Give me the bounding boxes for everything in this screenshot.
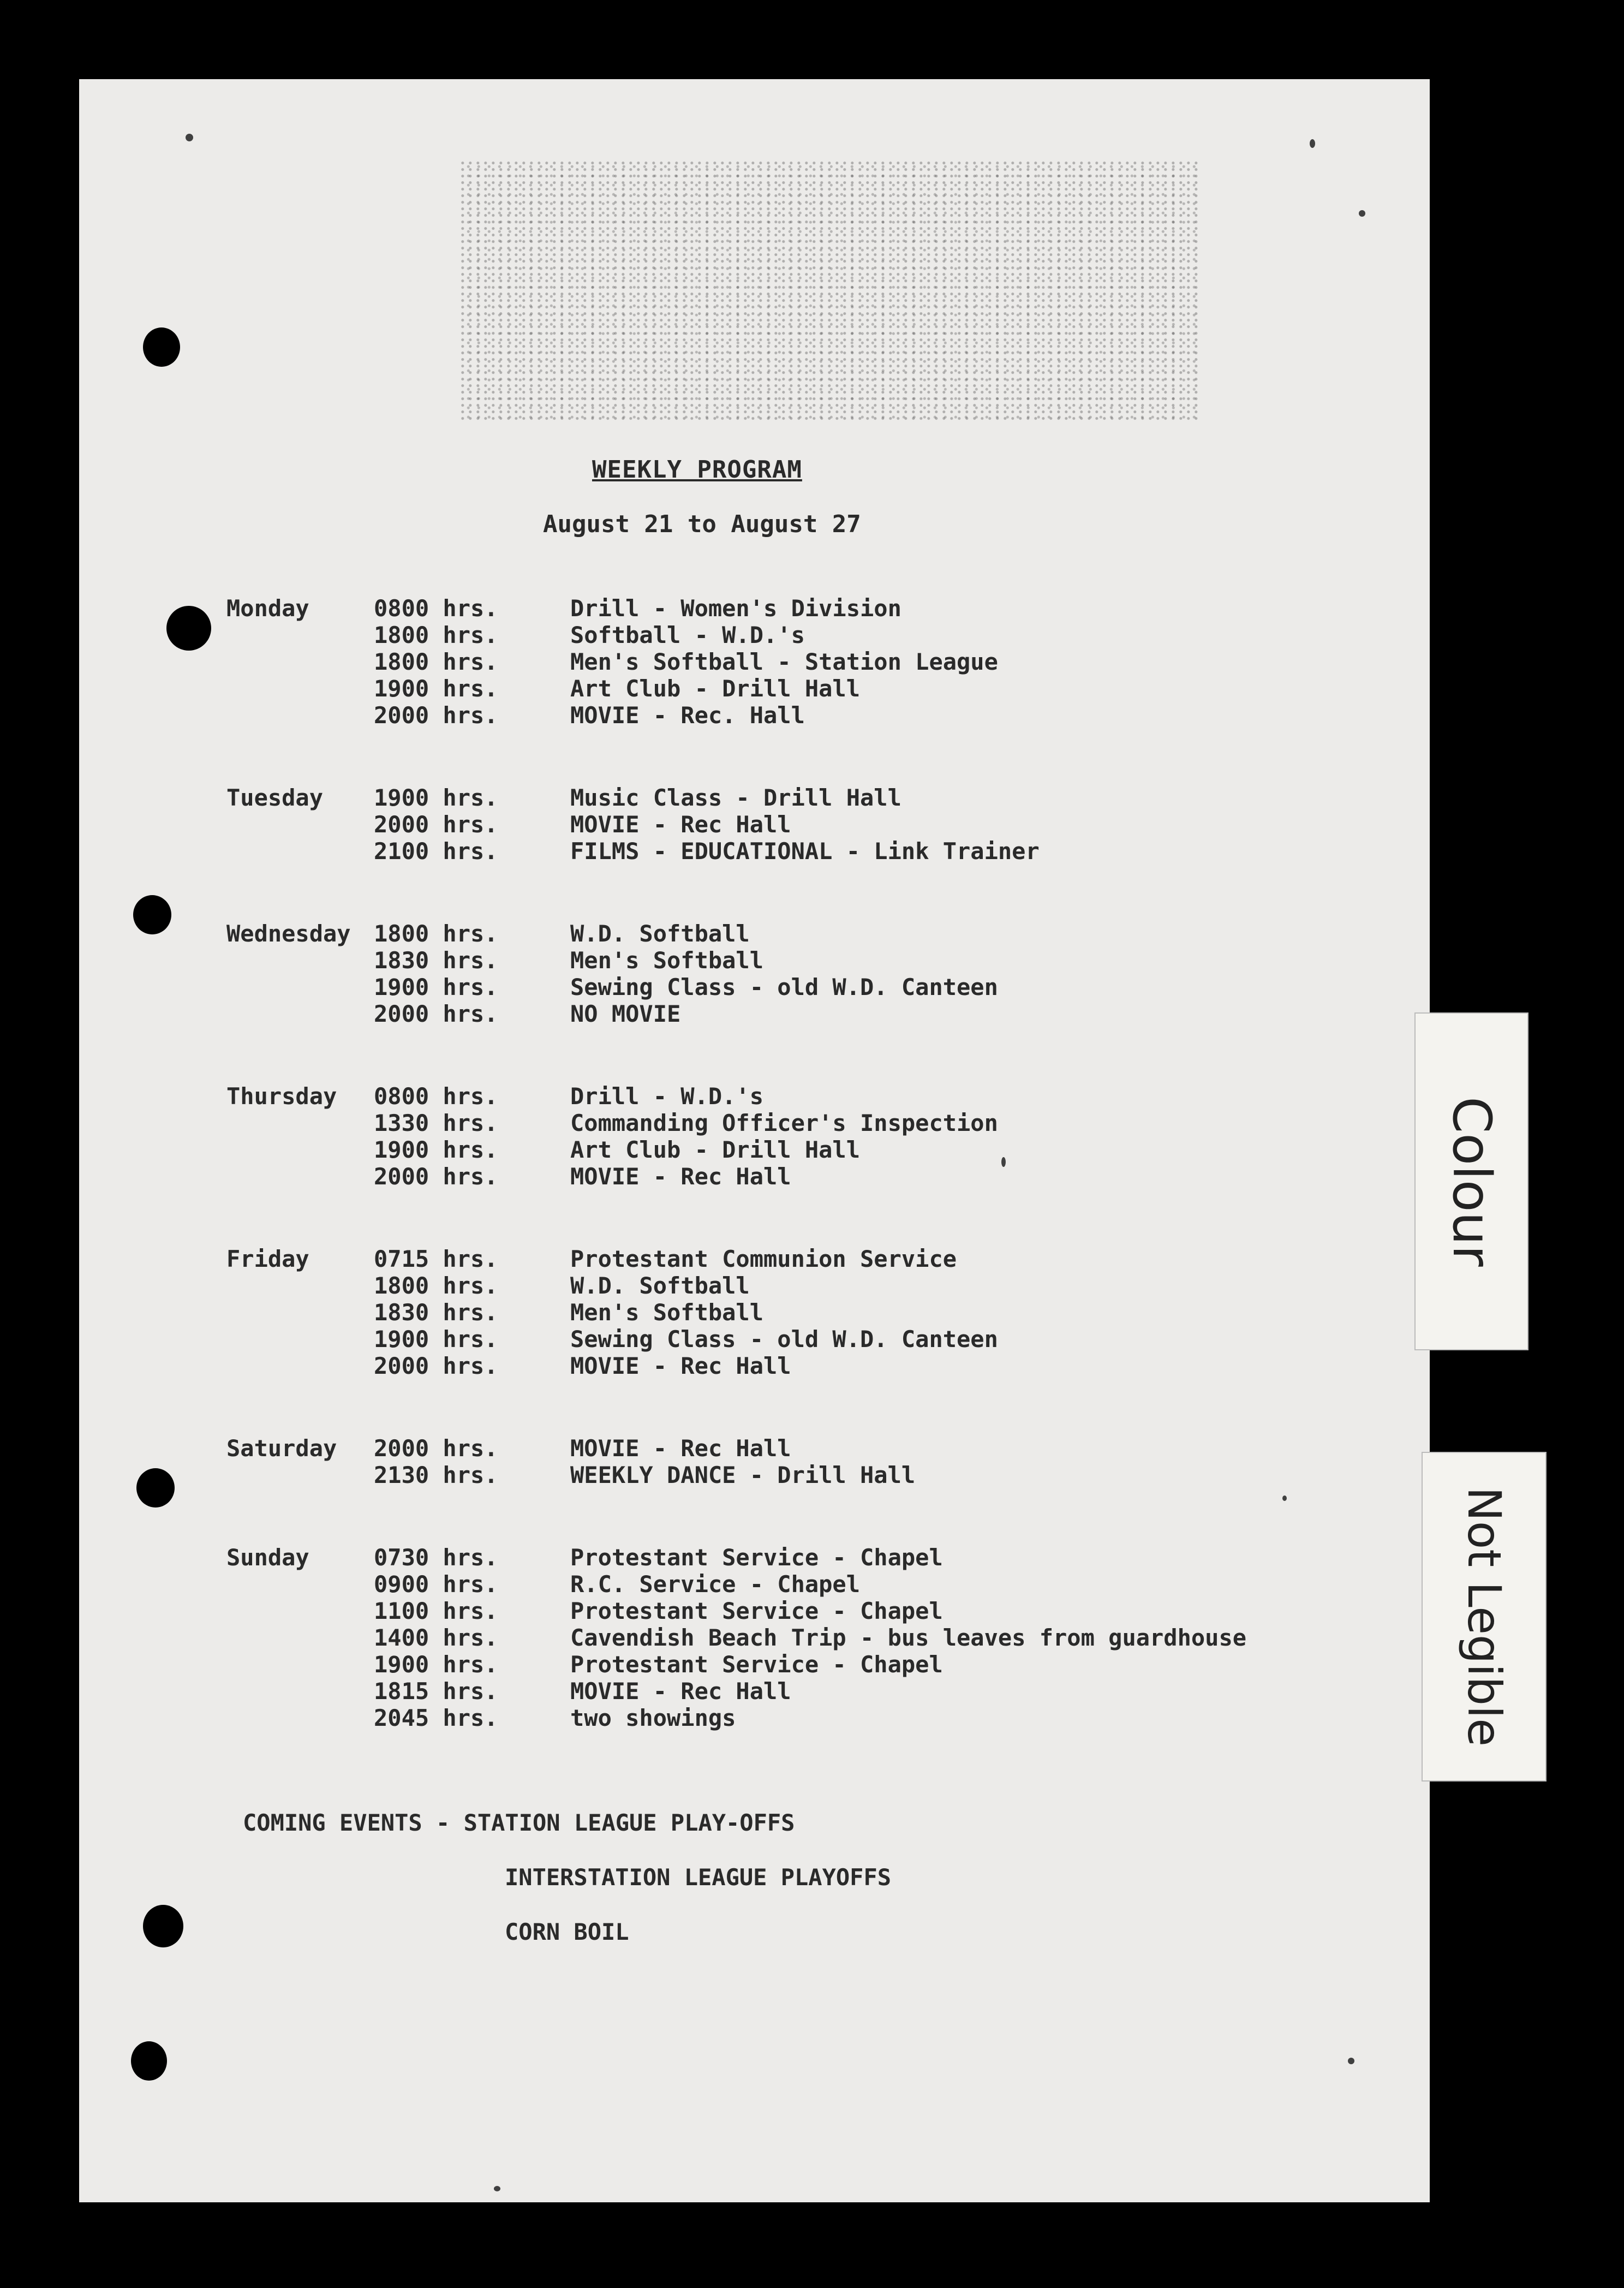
coming-event-item: CORN BOIL <box>505 1918 629 1945</box>
schedule-row <box>226 811 1246 838</box>
schedule-row <box>226 675 1246 702</box>
time: 1830 hrs. <box>374 1299 498 1326</box>
event: Sewing Class - old W.D. Canteen <box>570 1326 998 1352</box>
event: Men's Softball <box>570 1299 764 1326</box>
time: 1100 hrs. <box>374 1598 498 1624</box>
schedule-row <box>226 1246 1246 1272</box>
event: MOVIE - Rec Hall <box>570 1435 791 1462</box>
bleed-through-texture <box>461 161 1198 423</box>
event: Protestant Service - Chapel <box>570 1651 943 1678</box>
time: 2000 hrs. <box>374 702 498 729</box>
schedule-row <box>226 1544 1246 1571</box>
time: 1900 hrs. <box>374 784 498 811</box>
day-label: Wednesday <box>226 920 351 947</box>
event: W.D. Softball <box>570 1272 750 1299</box>
time: 0715 hrs. <box>374 1246 498 1272</box>
coming-event-item: INTERSTATION LEAGUE PLAYOFFS <box>505 1864 892 1891</box>
schedule-row <box>226 838 1246 865</box>
time: 2000 hrs. <box>374 1163 498 1190</box>
day-block-tuesday <box>226 784 1246 865</box>
schedule-row <box>226 702 1246 729</box>
time: 0900 hrs. <box>374 1571 498 1598</box>
document-title: WEEKLY PROGRAM <box>592 456 802 484</box>
ink-speck <box>1348 2058 1354 2064</box>
weekly-schedule <box>226 595 1246 1787</box>
time: 1800 hrs. <box>374 1272 498 1299</box>
punch-hole <box>133 895 171 934</box>
colour-tab <box>1414 1012 1529 1350</box>
schedule-row <box>226 1272 1246 1299</box>
schedule-row <box>226 595 1246 622</box>
event: Sewing Class - old W.D. Canteen <box>570 974 998 1000</box>
day-block-wednesday <box>226 920 1246 1027</box>
schedule-row <box>226 1624 1246 1651</box>
schedule-row <box>226 947 1246 974</box>
day-label: Sunday <box>226 1544 309 1571</box>
day-label: Monday <box>226 595 309 622</box>
event: MOVIE - Rec Hall <box>570 1352 791 1379</box>
day-label: Friday <box>226 1246 309 1272</box>
event: two showings <box>570 1705 736 1731</box>
schedule-row <box>226 1000 1246 1027</box>
event: MOVIE - Rec Hall <box>570 1163 791 1190</box>
event: NO MOVIE <box>570 1000 681 1027</box>
day-block-sunday <box>226 1544 1246 1731</box>
event: WEEKLY DANCE - Drill Hall <box>570 1462 916 1488</box>
event: Men's Softball - Station League <box>570 648 998 675</box>
event: W.D. Softball <box>570 920 750 947</box>
event: Drill - W.D.'s <box>570 1083 764 1110</box>
time: 2045 hrs. <box>374 1705 498 1731</box>
coming-events <box>243 1809 891 1973</box>
schedule-row <box>226 974 1246 1000</box>
not-legible-tab-label: Not Legible <box>1457 1487 1511 1747</box>
schedule-row <box>226 1299 1246 1326</box>
event: Protestant Communion Service <box>570 1246 957 1272</box>
time: 2000 hrs. <box>374 1000 498 1027</box>
event: Cavendish Beach Trip - bus leaves from guardhouse <box>570 1624 1247 1651</box>
day-label: Saturday <box>226 1435 337 1462</box>
time: 1400 hrs. <box>374 1624 498 1651</box>
ink-speck <box>186 134 193 141</box>
time: 1800 hrs. <box>374 622 498 648</box>
time: 2130 hrs. <box>374 1462 498 1488</box>
event: MOVIE - Rec. Hall <box>570 702 805 729</box>
time: 0800 hrs. <box>374 595 498 622</box>
schedule-row <box>226 1462 1246 1488</box>
day-block-thursday <box>226 1083 1246 1190</box>
event: Men's Softball <box>570 947 764 974</box>
event: Protestant Service - Chapel <box>570 1544 943 1571</box>
time: 1330 hrs. <box>374 1110 498 1136</box>
schedule-row <box>226 1083 1246 1110</box>
time: 2000 hrs. <box>374 1352 498 1379</box>
date-range: August 21 to August 27 <box>543 510 861 538</box>
time: 0730 hrs. <box>374 1544 498 1571</box>
schedule-row <box>226 1705 1246 1731</box>
schedule-row <box>226 1352 1246 1379</box>
schedule-row <box>226 1326 1246 1352</box>
schedule-row <box>226 1435 1246 1462</box>
event: Art Club - Drill Hall <box>570 1136 861 1163</box>
colour-tab-label: Colour <box>1441 1096 1502 1267</box>
coming-events-label: COMING EVENTS - STATION LEAGUE PLAY-OFFS <box>243 1809 795 1836</box>
punch-hole <box>131 2041 167 2081</box>
time: 1800 hrs. <box>374 648 498 675</box>
time: 2100 hrs. <box>374 838 498 865</box>
day-label: Thursday <box>226 1083 337 1110</box>
event: Softball - W.D.'s <box>570 622 805 648</box>
event: MOVIE - Rec Hall <box>570 811 791 838</box>
schedule-row <box>226 1598 1246 1624</box>
punch-hole <box>143 1905 183 1947</box>
time: 0800 hrs. <box>374 1083 498 1110</box>
schedule-row <box>226 648 1246 675</box>
time: 2000 hrs. <box>374 811 498 838</box>
ink-speck <box>1310 139 1315 148</box>
time: 1900 hrs. <box>374 1326 498 1352</box>
punch-hole <box>166 606 211 651</box>
event: Commanding Officer's Inspection <box>570 1110 998 1136</box>
schedule-row <box>226 1110 1246 1136</box>
time: 2000 hrs. <box>374 1435 498 1462</box>
schedule-row <box>226 1651 1246 1678</box>
time: 1815 hrs. <box>374 1678 498 1705</box>
day-label: Tuesday <box>226 784 324 811</box>
event: MOVIE - Rec Hall <box>570 1678 791 1705</box>
time: 1900 hrs. <box>374 1651 498 1678</box>
event: FILMS - EDUCATIONAL - Link Trainer <box>570 838 1040 865</box>
schedule-row <box>226 920 1246 947</box>
punch-hole <box>143 327 180 367</box>
schedule-row <box>226 1136 1246 1163</box>
day-block-saturday <box>226 1435 1246 1488</box>
time: 1900 hrs. <box>374 974 498 1000</box>
punch-hole <box>136 1468 175 1508</box>
ink-speck <box>494 2186 500 2191</box>
time: 1900 hrs. <box>374 1136 498 1163</box>
event: R.C. Service - Chapel <box>570 1571 861 1598</box>
event: Art Club - Drill Hall <box>570 675 861 702</box>
event: Drill - Women's Division <box>570 595 901 622</box>
day-block-monday <box>226 595 1246 729</box>
not-legible-tab <box>1422 1452 1547 1781</box>
event: Protestant Service - Chapel <box>570 1598 943 1624</box>
time: 1900 hrs. <box>374 675 498 702</box>
day-block-friday <box>226 1246 1246 1379</box>
schedule-row <box>226 622 1246 648</box>
time: 1830 hrs. <box>374 947 498 974</box>
schedule-row <box>226 1163 1246 1190</box>
schedule-row <box>226 784 1246 811</box>
schedule-row <box>226 1678 1246 1705</box>
event: Music Class - Drill Hall <box>570 784 901 811</box>
ink-speck <box>1282 1495 1287 1501</box>
time: 1800 hrs. <box>374 920 498 947</box>
schedule-row <box>226 1571 1246 1598</box>
ink-speck <box>1359 210 1365 217</box>
